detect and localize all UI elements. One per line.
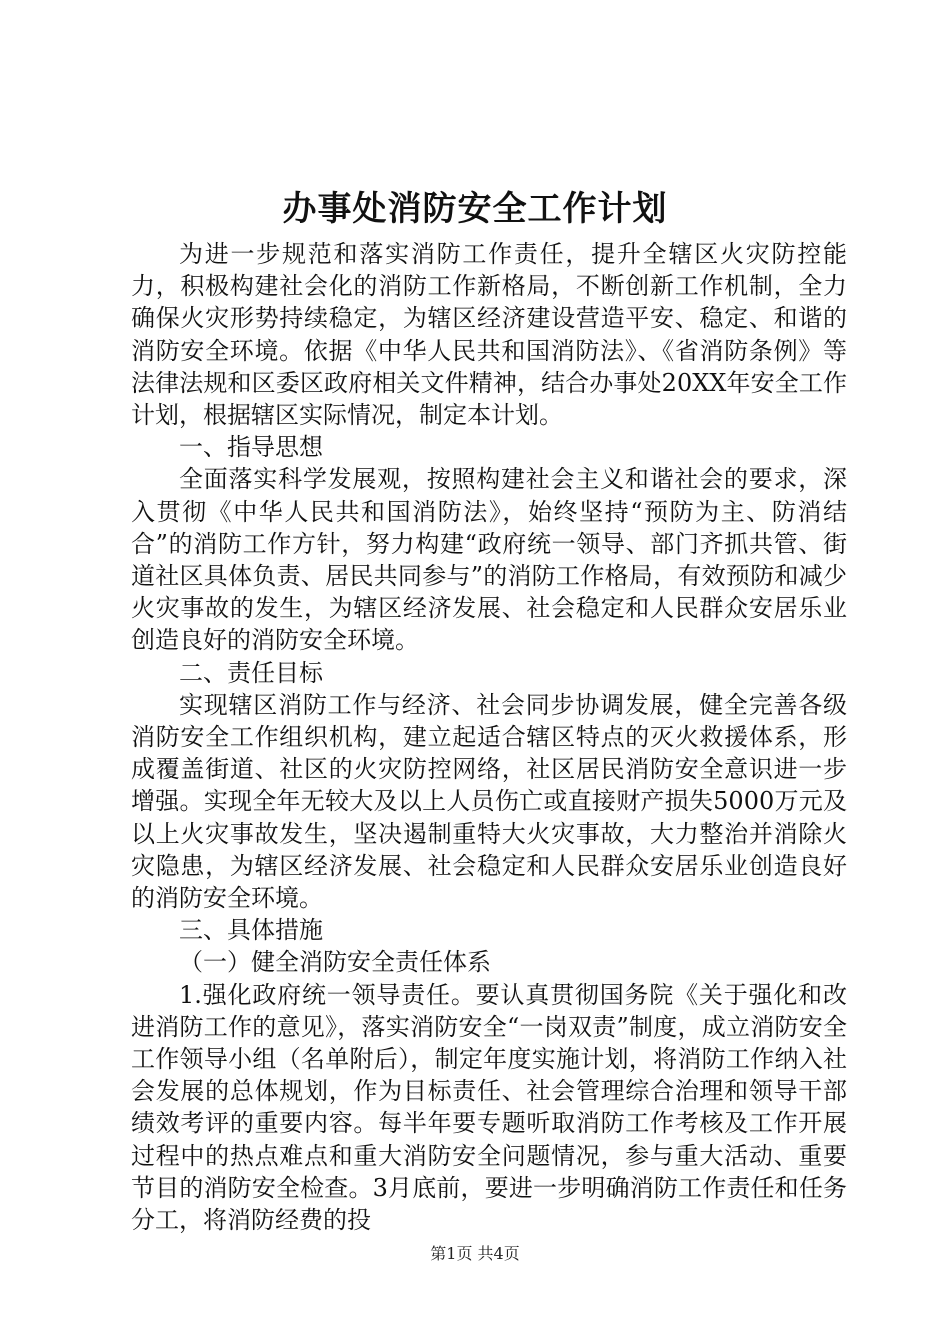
paragraph-measure-1: 1.强化政府统一领导责任。要认真贯彻国务院《关于强化和改进消防工作的意见》，落实消防安全“一岗双责”制度，成立消防安全工作领导小组（名单附后），制定年度实施计划，将消防工作纳入社会发展的总体规划，作为目标责任、社会管理综合治理和领导干部绩效考评的重要内容。每半年要专题听取消防工作考核及工作开展过程中的热点难点和重大消防安全问题情况，参与重大活动、重要节目的消防安全检查。3月底前，要进一步明确消防工作责任和任务分工，将消防经费的投 xyxy=(131,980,847,1235)
heading-guiding-ideology: 一、指导思想 xyxy=(179,433,323,462)
document-body xyxy=(131,238,847,1236)
paragraph-intro: 为进一步规范和落实消防工作责任，提升全辖区火灾防控能力，积极构建社会化的消防工作新格局，不断创新工作机制，全力确保火灾形势持续稳定，为辖区经济建设营造平安、稳定、和谐的消防安全环境。依据《中华人民共和国消防法》、《省消防条例》等法律法规和区委区政府相关文件精神，结合办事处20XX年安全工作计划，根据辖区实际情况，制定本计划。 xyxy=(131,240,847,430)
paragraph-guiding-ideology: 全面落实科学发展观，按照构建社会主义和谐社会的要求，深入贯彻《中华人民共和国消防法》，始终坚持“预防为主、防消结合”的消防工作方针，努力构建“政府统一领导、部门齐抓共管、街道社区具体负责、居民共同参与”的消防工作格局，有效预防和减少火灾事故的发生，为辖区经济发展、社会稳定和人民群众安居乐业创造良好的消防安全环境。 xyxy=(131,465,847,655)
heading-specific-measures: 三、具体措施 xyxy=(179,916,323,945)
page-footer: 第1页 共4页 xyxy=(430,1244,520,1263)
paragraph-responsibility-goals: 实现辖区消防工作与经济、社会同步协调发展，健全完善各级消防安全工作组织机构，建立起适合辖区特点的灭火救援体系，形成覆盖街道、社区的火灾防控网络，社区居民消防安全意识进一步增强。实现全年无较大及以上人员伤亡或直接财产损失5000万元及以上火灾事故发生，坚决遏制重特大火灾事故，大力整治并消除火灾隐患，为辖区经济发展、社会稳定和人民群众安居乐业创造良好的消防安全环境。 xyxy=(131,690,847,913)
document-title: 办事处消防安全工作计划 xyxy=(282,189,668,229)
subheading-responsibility-system: （一）健全消防安全责任体系 xyxy=(179,948,491,977)
heading-responsibility-goals: 二、责任目标 xyxy=(179,658,323,687)
